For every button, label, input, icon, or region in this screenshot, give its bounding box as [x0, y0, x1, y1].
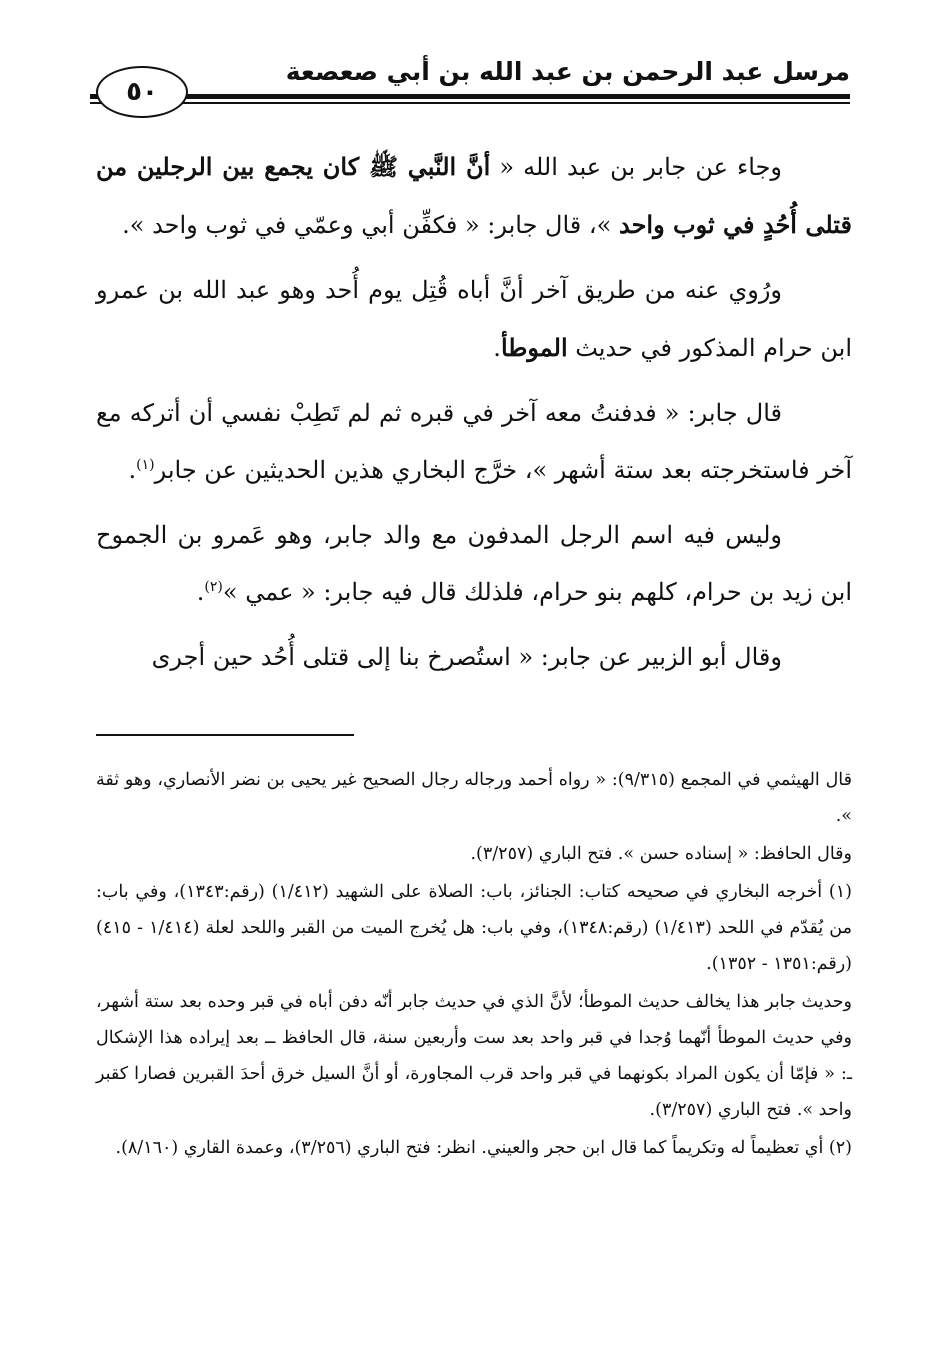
footnote-separator — [96, 734, 354, 736]
text-run: وليس فيه اسم الرجل المدفون مع والد جابر، وهو عَمرو بن الجموح ابن زيد بن حرام، كلهم بنو حرام، فلذلك قال فيه جابر: « عمي » — [96, 521, 852, 606]
footnote-ref-2[interactable]: (٢) — [204, 579, 223, 595]
footnotes — [96, 762, 852, 1168]
text-run: . — [196, 578, 205, 606]
paragraph — [96, 385, 852, 499]
header-rule-thick — [90, 94, 850, 99]
footnote-2: (٢) أي تعظيماً له وتكريماً كما قال ابن حجر والعيني. انظر: فتح الباري (٣/٢٥٦)، وعمدة القاري (٨/١٦٠). — [115, 1138, 852, 1158]
paragraph — [96, 138, 852, 254]
text-run: وجاء عن جابر بن عبد الله « — [490, 153, 782, 181]
footnote-prev-cont: قال الهيثمي في المجمع (٩/٣١٥): « رواه أحمد ورجاله رجال الصحيح غير يحيى بن نضر الأنصاري، وهو ثقة ». — [96, 770, 852, 826]
text-run: ورُوي عنه من طريق آخر أنَّ أباه قُتِل يوم أُحد وهو عبد الله بن عمرو ابن حرام المذكور في حديث — [96, 276, 852, 362]
paragraph — [96, 262, 852, 377]
footnote-prev-cont: وقال الحافظ: « إسناده حسن ». فتح الباري (٣/٢٥٧). — [470, 844, 852, 864]
book-reference: الموطأ — [500, 333, 568, 362]
footnote-1-cont: وحديث جابر هذا يخالف حديث الموطأ؛ لأنَّ الذي في حديث جابر أنّه دفن أباه في قبر وحده بعد ستة أشهر، وفي حديث الموطأ أنّهما وُجدا في قبر واحد بعد ست وأربعين سنة، قال الحافظ ــ بعد إيراده هذا الإشكال ـ: « فإمّا أن يكون المراد بكونهما في قبر واحد قرب المجاورة، أو أنَّ السيل خرق أحدَ القبرين فصارا كقبر واحد ». فتح الباري (٣/٢٥٧). — [96, 992, 852, 1120]
footnote-1: (١) أخرجه البخاري في صحيحه كتاب: الجنائز، باب: الصلاة على الشهيد (١/٤١٢) (رقم:١٣٤٣)، وفي باب: من يُقدّم في اللحد (١/٤١٣) (رقم:١٣٤٨)، وفي باب: هل يُخرج الميت من القبر واللحد لعلة (١/٤١٤ - ٤١٥) (رقم:١٣٥١ - ١٣٥٢). — [96, 882, 852, 974]
hadith-quote: أنَّ النَّبي ﷺ كان يجمع بين الرجلين من قتلى أُحُدٍ في ثوب واحد — [96, 152, 852, 239]
text-run: وقال أبو الزبير عن جابر: « استُصرخ بنا إلى قتلى أُحُد حين أجرى — [151, 643, 782, 671]
header-rule-thin — [90, 102, 850, 104]
text-run: . — [128, 456, 137, 484]
page-number: ٥٠ — [96, 66, 188, 118]
text-run: . — [493, 334, 501, 362]
running-title: مرسل عبد الرحمن بن عبد الله بن أبي صعصعة — [285, 57, 850, 86]
paragraph — [96, 507, 852, 621]
text-run: »، قال جابر: « فكفِّن أبي وعمّي في ثوب واحد ». — [122, 211, 619, 239]
page-header — [90, 54, 850, 124]
text-run: قال جابر: « فدفنتُ معه آخر في قبره ثم لم تَطِبْ نفسي أن أتركه مع آخر فاستخرجته بعد ستة أشهر »، خرَّج البخاري هذين الحديثين عن جابر — [96, 399, 852, 484]
paragraph — [96, 629, 852, 686]
main-text — [96, 138, 852, 694]
footnote-ref-1[interactable]: (١) — [136, 457, 155, 473]
